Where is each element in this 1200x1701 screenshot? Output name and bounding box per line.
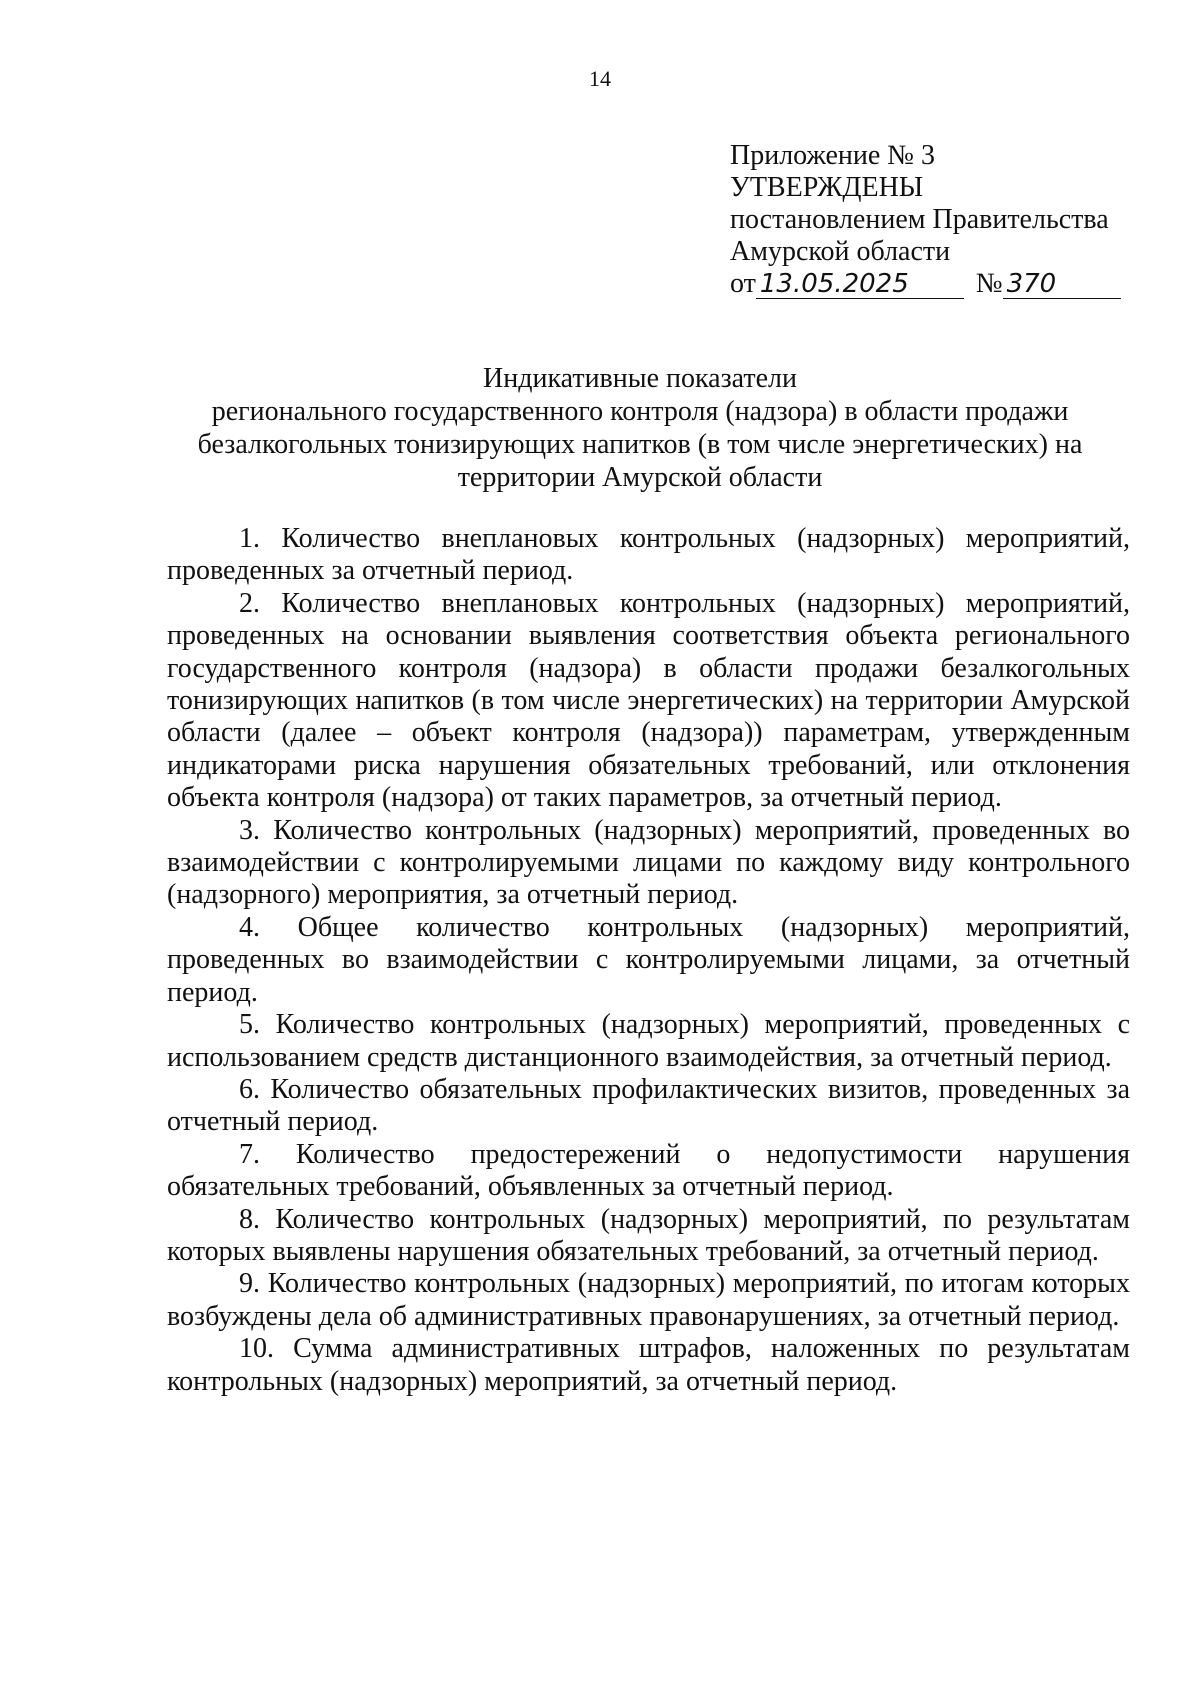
item-number: 10. [239, 1333, 274, 1365]
item-number: 6. [239, 1073, 260, 1105]
page-number: 14 [589, 66, 611, 91]
item-number: 7. [239, 1138, 260, 1170]
appendix-label: Приложение № 3 [730, 140, 935, 171]
item-text: Количество обязательных профилактических визитов, проведенных за отчетный период. [167, 1073, 1131, 1138]
item-number: 3. [239, 814, 260, 846]
item-text: Количество предостережений о недопустимости нарушения обязательных требований, объявленных за отчетный период. [167, 1138, 1131, 1203]
list-item [167, 1009, 1130, 1074]
title-line-3: безалкогольных тонизирующих напитков (в том числе энергетических) на [197, 429, 1083, 460]
number-prefix: № [975, 268, 1003, 299]
item-number: 5. [239, 1009, 260, 1041]
list-item [167, 1074, 1130, 1139]
resolution-label: постановлением Правительства [730, 204, 1109, 235]
item-number: 4. [239, 911, 260, 943]
date-number-line [730, 268, 1121, 300]
title-line-1: Индикативные показатели [483, 363, 797, 394]
item-text: Количество внеплановых контрольных (надзорных) мероприятий, проведенных за отчетный период. [167, 523, 1131, 587]
title-line-4: территории Амурской области [457, 462, 823, 493]
list-item [167, 815, 1130, 912]
list-item [167, 588, 1130, 815]
item-text: Количество контрольных (надзорных) мероприятий, проведенных во взаимодействии с контролируемыми лицами по каждому виду контрольного (надзорного) мероприятия, за отчетный период. [167, 814, 1131, 911]
item-text: Количество контрольных (надзорных) мероприятий, по результатам которых выявлены нарушения обязательных требований, за отчетный период. [167, 1203, 1131, 1267]
approval-block [730, 140, 1121, 300]
item-number: 2. [239, 587, 260, 619]
item-number: 9. [239, 1268, 260, 1300]
item-text: Количество контрольных (надзорных) мероприятий, проведенных с использованием средств дистанционного взаимодействия, за отчетный период. [167, 1009, 1130, 1073]
handwritten-number: 370 [1003, 270, 1121, 299]
document-title [150, 362, 1130, 494]
indicator-list [167, 523, 1130, 1398]
list-item [167, 523, 1130, 588]
item-text: Общее количество контрольных (надзорных) мероприятий, проведенных во взаимодействии с контролируемыми лицами, за отчетный период. [167, 911, 1131, 1008]
item-number: 8. [239, 1203, 260, 1235]
item-number: 1. [239, 523, 260, 554]
list-item [167, 1204, 1130, 1269]
date-prefix: от [730, 268, 756, 299]
list-item [167, 1139, 1130, 1204]
handwritten-date: 13.05.2025 [756, 270, 964, 299]
approved-label: УТВЕРЖДЕНЫ [730, 172, 924, 203]
item-text: Количество внеплановых контрольных (надзорных) мероприятий, проведенных на основании выявления соответствия объекта регионального государственного контроля (надзора) в области продажи безалкогольных тонизирующих напитков (в том числе энергетических) на территории Амурской области (далее – объект контроля (надзора)) параметрам, утвержденным индикаторами риска нарушения обязательных требований, или отклонения объекта контроля (надзора) от таких параметров, за отчетный период. [167, 587, 1131, 814]
list-item [167, 912, 1130, 1009]
item-text: Количество контрольных (надзорных) мероприятий, по итогам которых возбуждены дела об административных правонарушениях, за отчетный период. [167, 1268, 1130, 1332]
region-label: Амурской области [730, 236, 951, 267]
title-line-2: регионального государственного контроля (надзора) в области продажи [211, 396, 1069, 427]
item-text: Сумма административных штрафов, наложенных по результатам контрольных (надзорных) мероприятий, за отчетный период. [167, 1333, 1131, 1397]
list-item [167, 1268, 1130, 1333]
list-item [167, 1333, 1130, 1398]
